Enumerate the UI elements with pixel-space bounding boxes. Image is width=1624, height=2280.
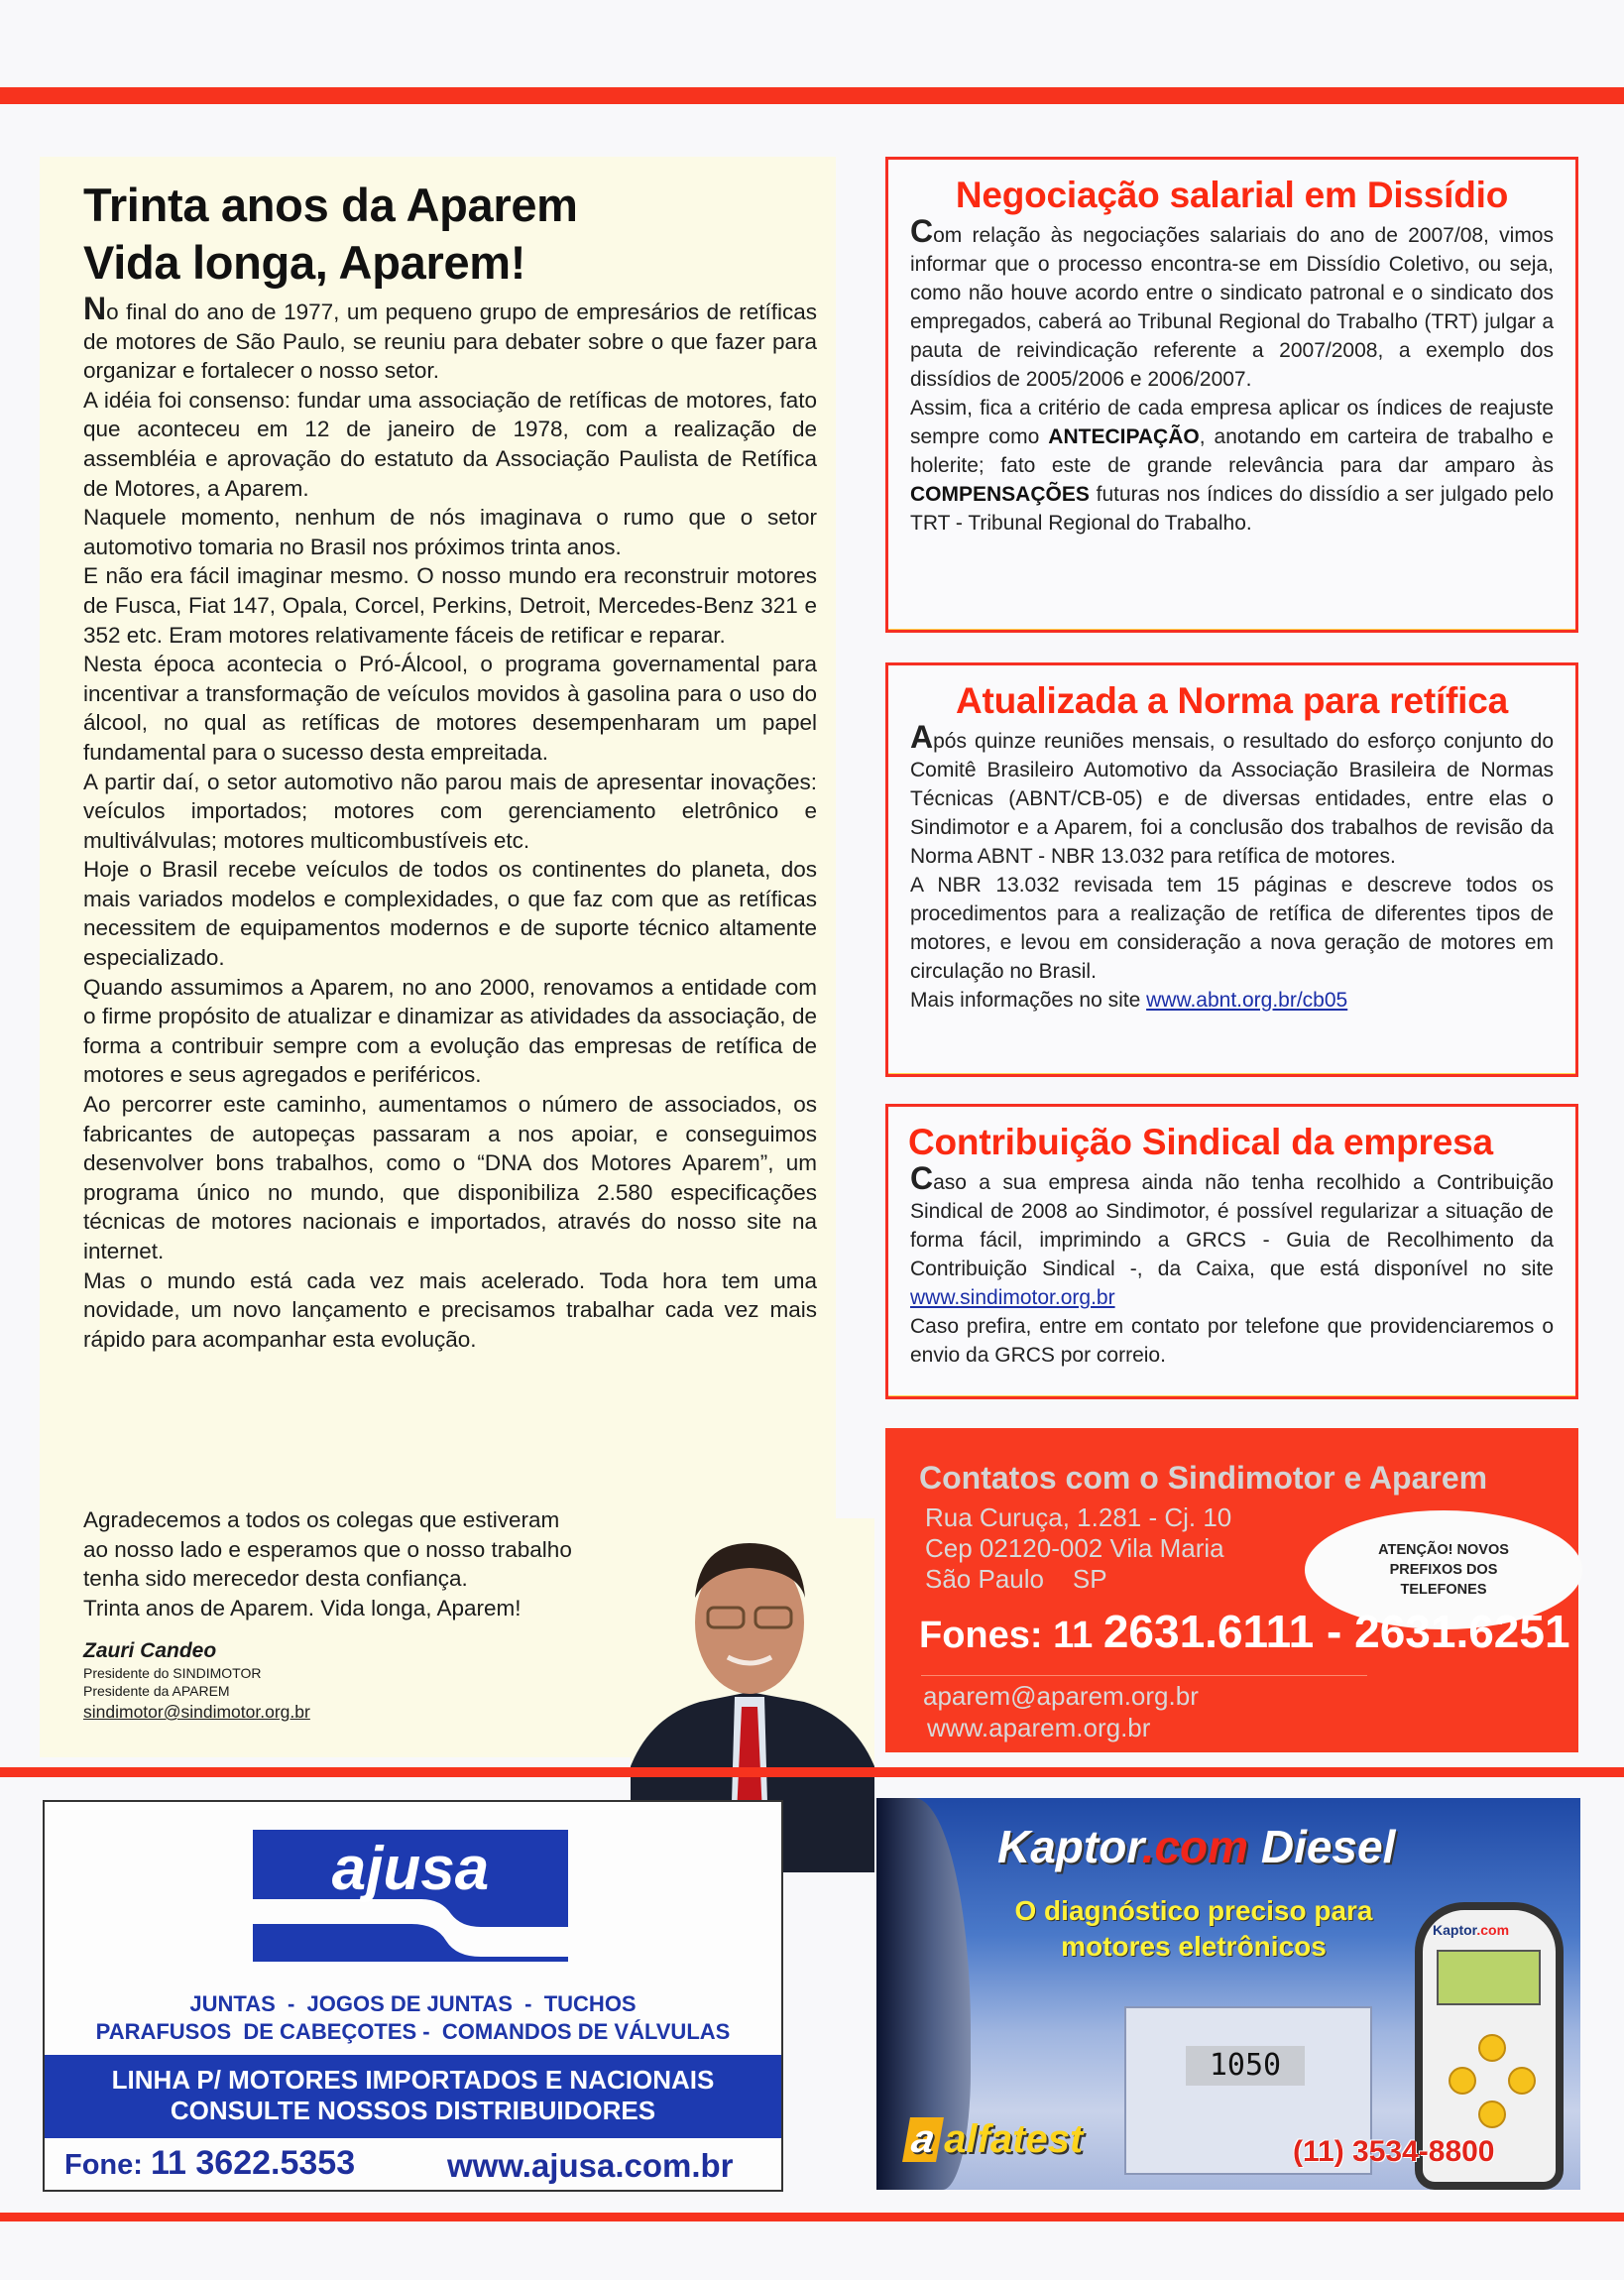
signature-block [83, 1638, 310, 1724]
article-paragraph: Naquele momento, nenhum de nós imaginava o rumo que o setor automotivo tomaria no Brasil nos próximos trinta anos. [83, 505, 817, 559]
alfatest-logo: a alfatest [906, 2117, 1083, 2162]
emphasis-compensacoes: COMPENSAÇÕES [910, 483, 1090, 506]
box-negociacao-salarial [885, 157, 1578, 633]
drop-cap: C [910, 1160, 934, 1196]
contact-title: Contatos com o Sindimotor e Aparem [919, 1460, 1488, 1496]
author-email-link[interactable]: sindimotor@sindimotor.org.br [83, 1702, 310, 1722]
ad-kaptor [876, 1798, 1580, 2190]
article-paragraph: Hoje o Brasil recebe veículos de todos os continentes do planeta, dos mais variados modelos e complexidades, o que faz com que as retíficas necessitem de equipamentos modernos e de suporte técnico altamente especializado. [83, 857, 817, 971]
box-norma-retifica [885, 662, 1578, 1077]
article-paragraph: A partir daí, o setor automotivo não parou mais de apresentar inovações: veículos importados; motores com gerenciamento eletrônico e multiválvulas; motores multicombustíveis etc. [83, 769, 817, 853]
article-paragraph: Ao percorrer este caminho, aumentamos o número de associados, os fabricantes de autopeças passaram a nos apoiar, e conseguimos desenvolver bons trabalhos, como o “DNA dos Motores Aparem”, um programa único no mundo, que disponibiliza 2.580 especificações técnicas de motores nacionais e importados, através do nosso site na internet. [83, 1092, 817, 1263]
top-red-rule [0, 87, 1624, 104]
emphasis-antecipacao: ANTECIPAÇÃO [1048, 425, 1200, 448]
rpm-readout: 1050 [1186, 2046, 1305, 2086]
article-trinta-anos [40, 157, 836, 1757]
divider [921, 1675, 1367, 1676]
device-brand: Kaptor.com [1433, 1922, 1510, 1938]
contact-box [885, 1428, 1578, 1752]
device-button-right-icon [1508, 2067, 1536, 2095]
contact-email-link[interactable]: aparem@aparem.org.br [923, 1681, 1199, 1711]
ajusa-logo-icon [253, 1830, 568, 1962]
article-body [83, 291, 817, 1354]
author-role: Presidente da APAREM [83, 1683, 230, 1699]
article-paragraph: Mas o mundo está cada vez mais acelerado. Toda hora tem uma novidade, um novo lançamento e precisamos trabalhar cada vez mais rápido para acompanhar esta evolução. [83, 1267, 817, 1352]
sindimotor-link[interactable]: www.sindimotor.org.br [910, 1286, 1115, 1309]
ajusa-website-link[interactable]: www.ajusa.com.br [447, 2147, 734, 2184]
box-body: Caso a sua empresa ainda não tenha recolhido a Contribuição Sindical de 2008 ao Sindimotor, é possível regularizar a situação de forma fácil, imprimindo a GRCS - Guia de Recolhimento da Contribuição Sindical -, da Caixa, que está disponível no site www.sindimotor.org.br Caso prefira, entre em contato por telefone que providenciaremos o envio da GRCS por correio. [910, 1160, 1554, 1367]
drop-cap: C [910, 213, 934, 249]
article-paragraph: A idéia foi consenso: fundar uma associação de retíficas de motores, fato que aconteceu em 12 de janeiro de 1978, com a realização de assembléia e aprovação do estatuto da Associação Paulista de Retífica de Motores, a Aparem. [83, 387, 817, 501]
abnt-link[interactable]: www.abnt.org.br/cb05 [1146, 989, 1348, 1012]
author-name: Zauri Candeo [83, 1639, 217, 1662]
author-role: Presidente do SINDIMOTOR [83, 1665, 262, 1681]
article-paragraph: E não era fácil imaginar mesmo. O nosso mundo era reconstruir motores de Fusca, Fiat 147, Opala, Corcel, Perkins, Detroit, Mercedes-Benz 321 e 352 etc. Eram motores relativamente fáceis de retificar e reparar. [83, 563, 817, 648]
device-button-down-icon [1478, 2100, 1506, 2128]
contact-phones: Fones: 11 2631.6111 - 2631.6251 [919, 1606, 1570, 1657]
new-prefix-notice: ATENÇÃO! NOVOS PREFIXOS DOS TELEFONES [1305, 1510, 1582, 1629]
article-title: Trinta anos da Aparem Vida longa, Aparem! [83, 179, 578, 289]
contact-website-link[interactable]: www.aparem.org.br [927, 1713, 1151, 1742]
box-body: Com relação às negociações salariais do ano de 2007/08, vimos informar que o processo encontra-se em Dissídio Coletivo, ou seja, como não houve acordo entre o sindicato patronal e o sindicato dos empregados, caberá ao Tribunal Regional do Trabalho (TRT) julgar a pauta de reivindicação referente a 2007/2008, a exemplo dos dissídios de 2005/2006 e 2006/2007. Assim, fica a critério de cada empresa aplicar os índices de reajuste sempre como ANTECIPAÇÃO, anotando em carteira de trabalho e holerite; fato este de grande relevância para dar amparo às COMPENSAÇÕES futuras nos índices do dissídio a ser julgado pelo TRT - Tribunal Regional do Trabalho. [910, 213, 1554, 535]
ajusa-products: JUNTAS - JOGOS DE JUNTAS - TUCHOS PARAFUSOS DE CABEÇOTES - COMANDOS DE VÁLVULAS [95, 1991, 731, 2044]
device-button-left-icon [1449, 2067, 1476, 2095]
article-paragraph: No final do ano de 1977, um pequeno grupo de empresários de retíficas de motores de São Paulo, se reuniu para debater sobre o que fazer para organizar e fortalecer o nosso setor. [83, 291, 817, 384]
drop-cap: A [910, 719, 934, 755]
drop-cap: N [83, 291, 107, 326]
bottom-red-rule [0, 2213, 1624, 2221]
contact-address: Rua Curuça, 1.281 - Cj. 10 Cep 02120-002 Vila Maria São Paulo SP [925, 1502, 1232, 1594]
article-closing: Agradecemos a todos os colegas que estiveram ao nosso lado e esperamos que o nosso trabalho tenha sido merecedor desta confiança. Trinta anos de Aparem. Vida longa, Aparem! [83, 1507, 572, 1620]
middle-red-rule [0, 1767, 1624, 1777]
box-title: Atualizada a Norma para retífica [955, 680, 1509, 721]
article-paragraph: Quando assumimos a Aparem, no ano 2000, renovamos a entidade com o firme propósito de atualizar e dinamizar as atividades da associação, de forma a contribuir sempre com a evolução das empresas de retífica de motores e seus agregados e periféricos. [83, 974, 817, 1088]
kaptor-title: Kaptor.com Diesel [997, 1821, 1396, 1872]
phone-number[interactable]: 2631.6111 [1102, 1606, 1315, 1657]
device-button-up-icon [1478, 2034, 1506, 2062]
article-paragraph: Nesta época acontecia o Pró-Álcool, o programa governamental para incentivar a transformação de veículos movidos à gasolina para o uso do álcool, no qual as retíficas de motores desempenharam um papel fundamental para o sucesso desta empreitada. [83, 652, 817, 765]
ajusa-band: LINHA P/ MOTORES IMPORTADOS E NACIONAIS CONSULTE NOSSOS DISTRIBUIDORES [45, 2055, 781, 2138]
box-contribuicao-sindical [885, 1104, 1578, 1399]
kaptor-phone[interactable]: (11) 3534-8800 [1293, 2135, 1495, 2168]
box-title: Negociação salarial em Dissídio [955, 175, 1509, 215]
box-body: Após quinze reuniões mensais, o resultado do esforço conjunto do Comitê Brasileiro Automotivo da Associação Brasileira de Normas Técnicas (ABNT/CB-05) e de diversas entidades, entre elas o Sindimotor e a Aparem, foi a conclusão dos trabalhos de revisão da Norma ABNT - NBR 13.032 para retífica de motores. A NBR 13.032 revisada tem 15 páginas e descreve todos os procedimentos para a realização de retífica de diferentes tipos de motores, e levou em consideração a nova geração de motores em circulação no Brasil. Mais informações no site www.abnt.org.br/cb05 [910, 719, 1554, 1012]
box-title: Contribuição Sindical da empresa [908, 1122, 1493, 1162]
kaptor-tagline: O diagnóstico preciso para motores eletrônicos [1014, 1895, 1373, 1962]
phone-number[interactable]: 2631.6251 [1354, 1606, 1570, 1657]
device-lcd [1437, 1950, 1541, 2005]
ad-ajusa [43, 1800, 783, 2192]
ajusa-logo-text: ajusa [331, 1835, 490, 1903]
ajusa-phone: Fone: 11 3622.5353 [64, 2144, 356, 2182]
